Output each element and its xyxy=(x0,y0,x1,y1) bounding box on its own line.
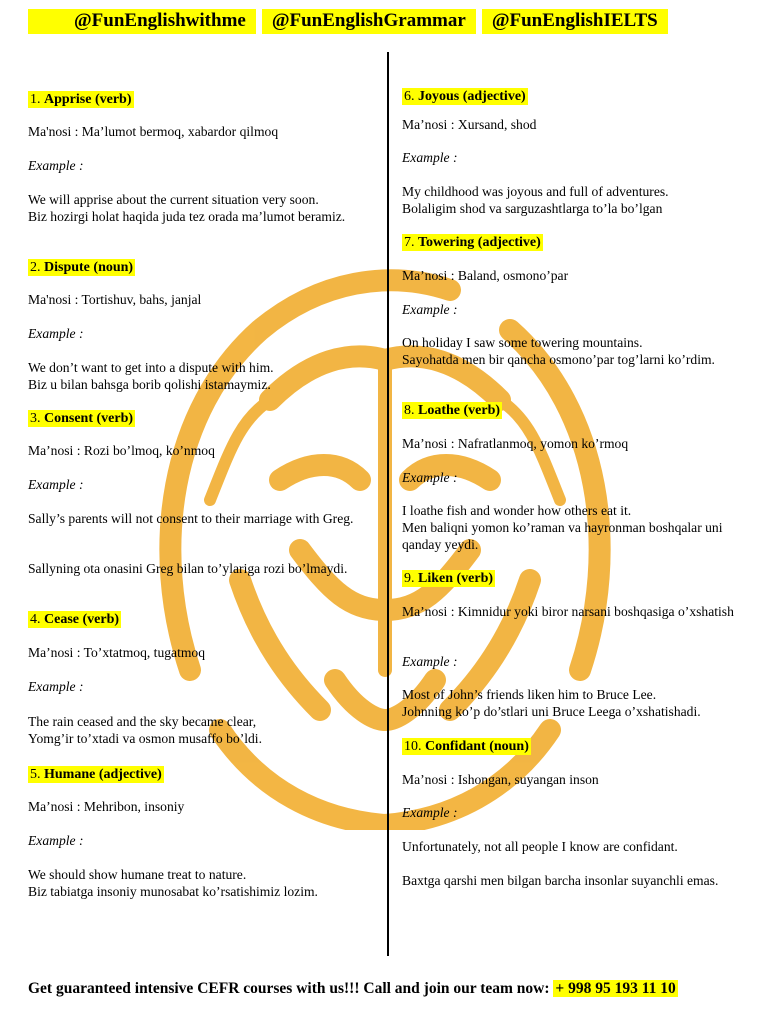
header xyxy=(28,8,668,34)
example-translation: Yomg’ir to’xtadi va osmon musaffo bo’ldi. xyxy=(28,731,262,746)
example-label: Example : xyxy=(402,470,458,485)
example-translation: Baxtga qarshi men bilgan barcha insonlar suyanchli emas. xyxy=(402,873,719,888)
entry-title: 3. Consent (verb) xyxy=(30,411,134,426)
entry-meaning: Ma’nosi : Xursand, shod xyxy=(402,117,537,132)
column-divider xyxy=(387,52,389,956)
entry-meaning: Ma'nosi : Tortishuv, bahs, janjal xyxy=(28,292,202,307)
footer-cta xyxy=(28,980,678,998)
handle-funenglishgrammar[interactable]: @FunEnglishGrammar xyxy=(262,9,476,34)
example-label: Example : xyxy=(28,158,84,173)
footer-text: Get guaranteed intensive CEFR courses with us!!! Call and join our team now: xyxy=(28,980,550,997)
example-translation: Johnning ko’p do’stlari uni Bruce Leega o’xshatishadi. xyxy=(402,704,701,719)
example-sentence: We don’t want to get into a dispute with him. xyxy=(28,360,274,375)
example-label: Example : xyxy=(402,654,458,669)
example-sentence: We will apprise about the current situation very soon. xyxy=(28,192,319,207)
example-label: Example : xyxy=(402,302,458,317)
vocab-entry-3 xyxy=(28,409,378,576)
vocab-entry-4 xyxy=(28,610,378,746)
entry-meaning: Ma’nosi : Nafratlanmoq, yomon ko’rmoq xyxy=(402,436,629,451)
entry-meaning: Ma’nosi : Ishongan, suyangan inson xyxy=(402,772,599,787)
example-translation: Biz hozirgi holat haqida juda tez orada ma’lumot beramiz. xyxy=(28,209,346,224)
vocab-entry-2 xyxy=(28,258,378,392)
example-sentence: Most of John’s friends liken him to Bruce Lee. xyxy=(402,687,657,702)
example-sentence: Sally’s parents will not consent to their marriage with Greg. xyxy=(28,511,354,526)
entry-meaning: Ma'nosi : Ma’lumot bermoq, xabardor qilmoq xyxy=(28,124,279,139)
example-translation: Biz u bilan bahsga borib qolishi istamaymiz. xyxy=(28,377,271,392)
example-label: Example : xyxy=(402,150,458,165)
vocab-entry-7 xyxy=(402,233,752,367)
entry-meaning: Ma’nosi : To’xtatmoq, tugatmoq xyxy=(28,645,206,660)
example-label: Example : xyxy=(28,679,84,694)
entry-title: 2. Dispute (noun) xyxy=(30,260,134,275)
example-translation: Bolaligim shod va sarguzashtlarga to’la bo’lgan xyxy=(402,201,663,216)
example-label: Example : xyxy=(402,805,458,820)
example-sentence: Unfortunately, not all people I know are confidant. xyxy=(402,839,678,854)
example-translation: Biz tabiatga insoniy munosabat ko’rsatishimiz lozim. xyxy=(28,884,318,899)
entry-meaning: Ma’nosi : Rozi bo’lmoq, ko’nmoq xyxy=(28,443,215,458)
example-translation: Sallyning ota onasini Greg bilan to’ylariga rozi bo’lmaydi. xyxy=(28,561,348,576)
vocab-entry-1 xyxy=(28,90,378,224)
entry-meaning: Ma’nosi : Mehribon, insoniy xyxy=(28,799,185,814)
vocab-entry-10 xyxy=(402,737,752,888)
entry-title: 6. Joyous (adjective) xyxy=(404,89,526,104)
vocab-entry-8 xyxy=(402,401,752,552)
entry-title: 9. Liken (verb) xyxy=(404,571,494,586)
entry-title: 5. Humane (adjective) xyxy=(30,767,162,782)
example-translation: Sayohatda men bir qancha osmono’par tog’larni ko’rdim. xyxy=(402,352,715,367)
entry-title: 4. Cease (verb) xyxy=(30,612,120,627)
example-sentence: The rain ceased and the sky became clear, xyxy=(28,714,257,729)
entry-title: 10. Confidant (noun) xyxy=(404,739,529,754)
example-translation: Men baliqni yomon ko’raman va hayronman boshqalar uni qanday yeydi. xyxy=(402,520,723,552)
vocab-entry-6 xyxy=(402,87,752,216)
vocab-entry-5 xyxy=(28,765,378,899)
entry-meaning: Ma’nosi : Kimnidur yoki biror narsani boshqasiga o’xshatish xyxy=(402,604,734,619)
example-sentence: We should show humane treat to nature. xyxy=(28,867,247,882)
example-sentence: On holiday I saw some towering mountains. xyxy=(402,335,643,350)
entry-title: 8. Loathe (verb) xyxy=(404,403,501,418)
example-sentence: My childhood was joyous and full of adventures. xyxy=(402,184,669,199)
handle-funenglishwithme[interactable]: @FunEnglishwithme xyxy=(28,9,256,34)
entry-title: 1. Apprise (verb) xyxy=(30,92,132,107)
example-label: Example : xyxy=(28,477,84,492)
example-label: Example : xyxy=(28,833,84,848)
entry-title: 7. Towering (adjective) xyxy=(404,235,541,250)
example-label: Example : xyxy=(28,326,84,341)
handle-funenglishielts[interactable]: @FunEnglishIELTS xyxy=(482,9,668,34)
phone-number[interactable]: + 998 95 193 11 10 xyxy=(555,980,676,997)
entry-meaning: Ma’nosi : Baland, osmono’par xyxy=(402,268,569,283)
example-sentence: I loathe fish and wonder how others eat it. xyxy=(402,503,632,518)
vocab-entry-9 xyxy=(402,569,752,719)
